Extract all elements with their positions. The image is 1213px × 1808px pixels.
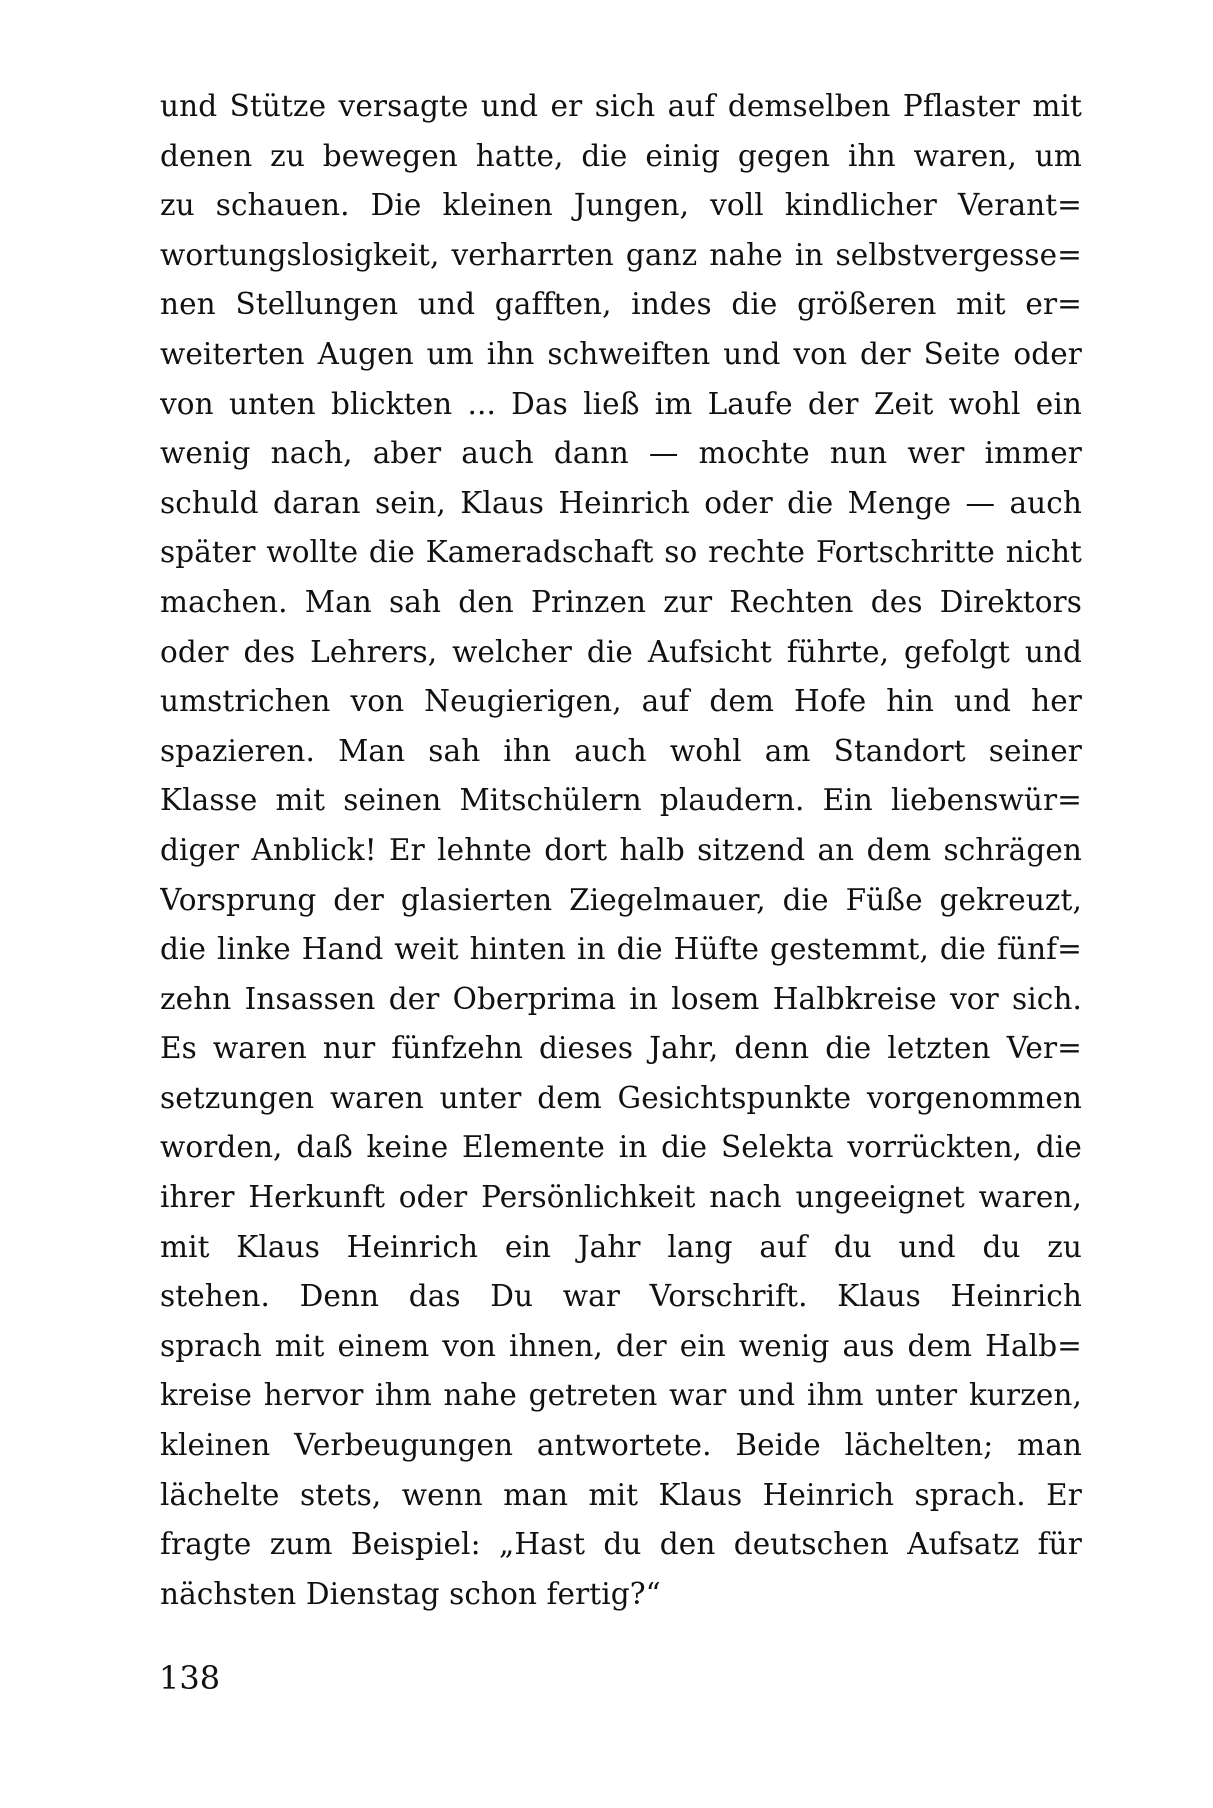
text-line: oder des Lehrers, welcher die Aufsicht führte, gefolgt und (160, 634, 1082, 669)
text-line: und Stütze versagte und er sich auf demselben Pflaster mit (160, 89, 1082, 123)
text-line: worden, daß keine Elemente in die Selekta vorrückten, die (160, 1130, 1082, 1165)
text-line: die linke Hand weit hinten in die Hüfte gestemmt, die fünf= (160, 932, 1082, 967)
text-line: weiterten Augen um ihn schweiften und von der Seite oder (160, 336, 1082, 371)
text-line: Klasse mit seinen Mitschülern plaudern. Ein liebenswür= (160, 783, 1082, 818)
text-line: umstrichen von Neugierigen, auf dem Hofe hin und her (160, 684, 1082, 719)
text-line: von unten blickten ... Das ließ im Laufe der Zeit wohl ein (160, 386, 1082, 421)
text-line: kreise hervor ihm nahe getreten war und ihm unter kurzen, (160, 1378, 1082, 1413)
text-line: denen zu bewegen hatte, die einig gegen ihn waren, um (160, 138, 1082, 173)
text-line: diger Anblick! Er lehnte dort halb sitzend an dem schrägen (160, 832, 1082, 867)
text-line: sprach mit einem von ihnen, der ein wenig aus dem Halb= (160, 1328, 1082, 1363)
text-line: zehn Insassen der Oberprima in losem Halbkreise vor sich. (160, 981, 1082, 1016)
text-line: kleinen Verbeugungen antwortete. Beide lächelten; man (160, 1428, 1082, 1463)
text-line: setzungen waren unter dem Gesichtspunkte vorgenommen (160, 1080, 1082, 1115)
page-number: 138 (159, 1659, 221, 1697)
text-line: nen Stellungen und gafften, indes die größeren mit er= (160, 287, 1082, 322)
text-line: schuld daran sein, Klaus Heinrich oder die Menge — auch (160, 485, 1082, 520)
text-line: fragte zum Beispiel: „Hast du den deutschen Aufsatz für (160, 1527, 1082, 1562)
text-line: Es waren nur fünfzehn dieses Jahr, denn die letzten Ver= (160, 1031, 1082, 1066)
text-line: nächsten Dienstag schon fertig?“ (160, 1576, 661, 1611)
text-line: lächelte stets, wenn man mit Klaus Heinrich sprach. Er (160, 1477, 1082, 1512)
text-line: mit Klaus Heinrich ein Jahr lang auf du und du zu (160, 1229, 1082, 1264)
text-line: später wollte die Kameradschaft so rechte Fortschritte nicht (160, 535, 1082, 570)
text-line: wortungslosigkeit, verharrten ganz nahe in selbstvergesse= (160, 237, 1082, 272)
text-line: wenig nach, aber auch dann — mochte nun wer immer (160, 436, 1082, 471)
text-line: spazieren. Man sah ihn auch wohl am Standort seiner (160, 733, 1082, 768)
text-line: stehen. Denn das Du war Vorschrift. Klaus Heinrich (160, 1279, 1082, 1314)
text-line: machen. Man sah den Prinzen zur Rechten des Direktors (160, 584, 1082, 619)
text-line: ihrer Herkunft oder Persönlichkeit nach ungeeignet waren, (160, 1180, 1082, 1215)
text-line: Vorsprung der glasierten Ziegelmauer, die Füße gekreuzt, (160, 882, 1082, 917)
body-text (160, 82, 1082, 1619)
text-line: zu schauen. Die kleinen Jungen, voll kindlicher Verant= (160, 188, 1082, 223)
